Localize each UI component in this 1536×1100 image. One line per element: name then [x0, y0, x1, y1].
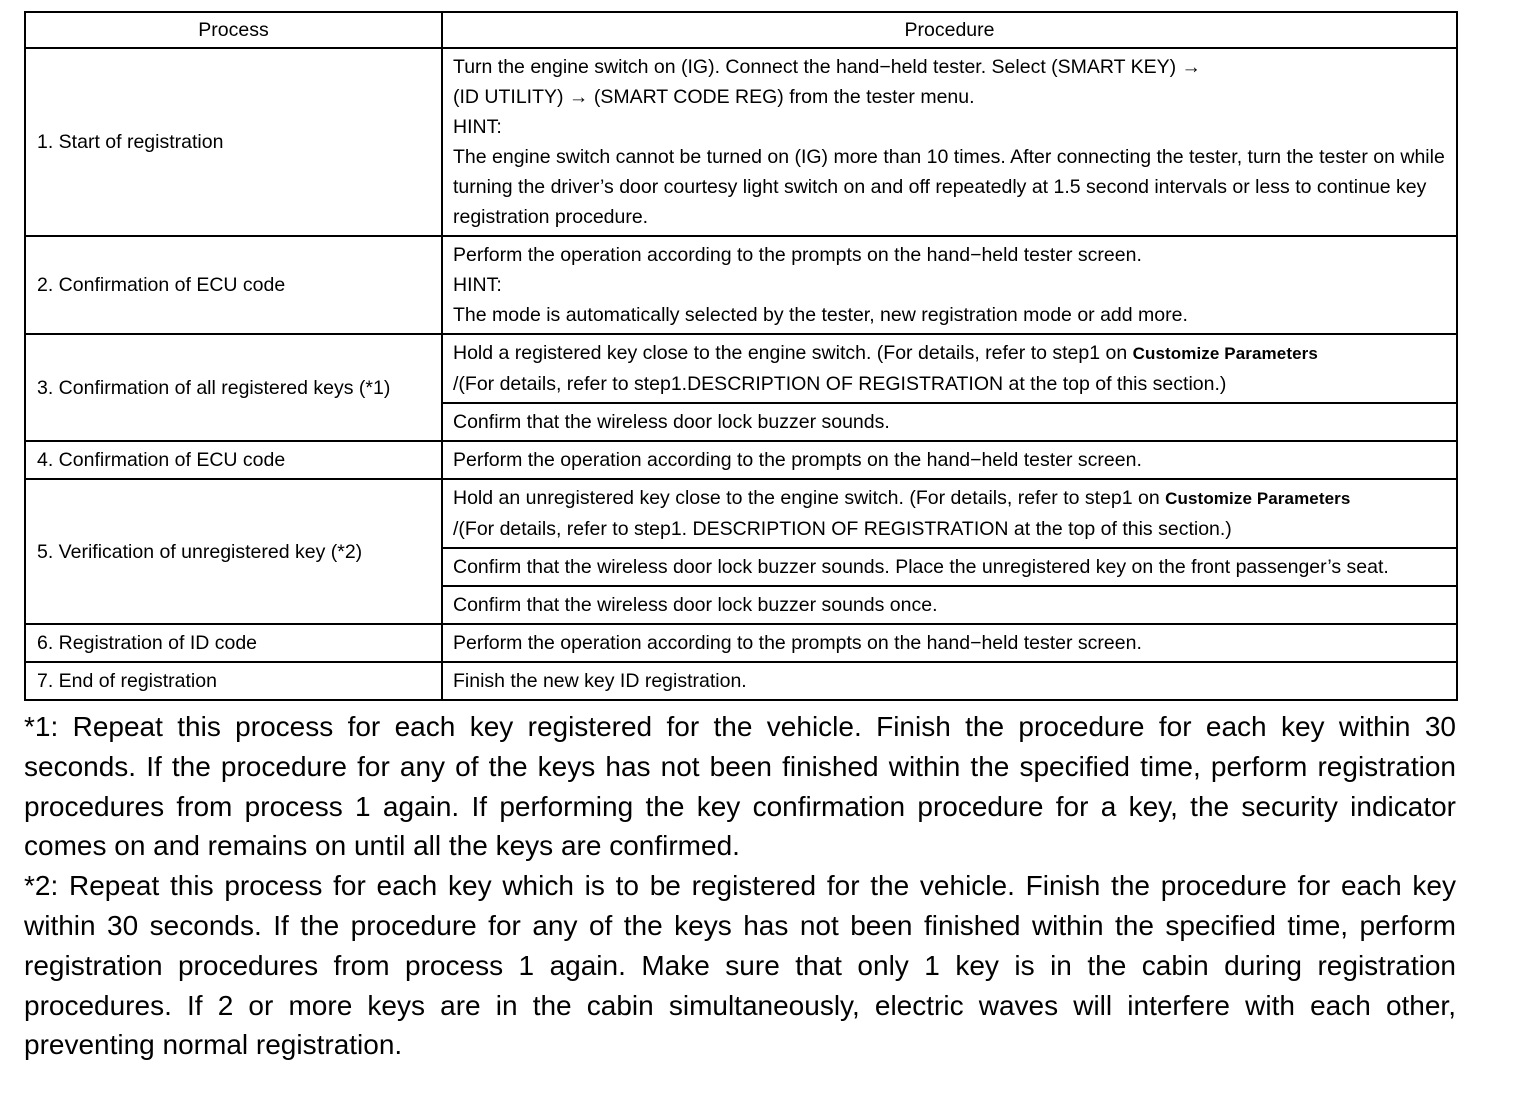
- registration-procedure-table: [24, 11, 1458, 701]
- hint-label: HINT:: [453, 116, 502, 138]
- procedure-cell: [442, 548, 1457, 586]
- process-cell: 5. Verification of unregistered key (*2): [25, 479, 442, 624]
- process-cell: 1. Start of registration: [25, 48, 442, 236]
- process-cell: 4. Confirmation of ECU code: [25, 441, 442, 479]
- process-cell: 3. Confirmation of all registered keys (*1): [25, 334, 442, 441]
- procedure-line: [453, 338, 1452, 369]
- hint-text: The mode is automatically selected by the tester, new registration mode or add more.: [453, 304, 1188, 326]
- footnotes: [24, 707, 1456, 1065]
- procedure-line: Confirm that the wireless door lock buzzer sounds.: [453, 411, 890, 433]
- procedure-line: Perform the operation according to the prompts on the hand−held tester screen.: [453, 244, 1142, 266]
- procedure-line: Turn the engine switch on (IG). Connect the hand−held tester. Select (SMART KEY) →: [453, 56, 1202, 78]
- hint-text: The engine switch cannot be turned on (IG) more than 10 times. After connecting the tester, turn the tester on while turning the driver’s door courtesy light switch on and off repeatedly at 1.5 second intervals or less to continue key registration procedure.: [453, 146, 1445, 228]
- procedure-line: Perform the operation according to the prompts on the hand−held tester screen.: [453, 449, 1142, 471]
- table-row: [25, 48, 1457, 236]
- table-row: [25, 624, 1457, 662]
- procedure-cell: [442, 479, 1457, 548]
- table-row: [25, 479, 1457, 548]
- process-cell: 7. End of registration: [25, 662, 442, 700]
- table-row: [25, 236, 1457, 334]
- procedure-cell: [442, 441, 1457, 479]
- procedure-cell: [442, 48, 1457, 236]
- procedure-line: (ID UTILITY) → (SMART CODE REG) from the tester menu.: [453, 86, 975, 108]
- procedure-line: Confirm that the wireless door lock buzzer sounds once.: [453, 594, 938, 616]
- footnote-2: *2: Repeat this process for each key which is to be registered for the vehicle. Finish the procedure for each key within 30 seconds. If the procedure for any of the keys has not been finished within the specified time, perform registration procedures from process 1 again. Make sure that only 1 key is in the cabin during registration procedures. If 2 or more keys are in the cabin simultaneously, electric waves will interfere with each other, preventing normal registration.: [24, 870, 1456, 1061]
- header-process: Process: [25, 12, 442, 48]
- table-row: [25, 334, 1457, 403]
- process-cell: 6. Registration of ID code: [25, 624, 442, 662]
- procedure-line: /(For details, refer to step1. DESCRIPTION OF REGISTRATION at the top of this section.): [453, 518, 1232, 540]
- table-header-row: [25, 12, 1457, 48]
- procedure-text: Hold a registered key close to the engine switch. (For details, refer to step1 on: [453, 342, 1133, 364]
- procedure-cell: [442, 586, 1457, 624]
- procedure-line: Perform the operation according to the prompts on the hand−held tester screen.: [453, 632, 1142, 654]
- footnote-1: *1: Repeat this process for each key registered for the vehicle. Finish the procedure for each key within 30 seconds. If the procedure for any of the keys has not been finished within the specified time, perform registration procedures from process 1 again. If performing the key confirmation procedure for a key, the security indicator comes on and remains on until all the keys are confirmed.: [24, 711, 1456, 862]
- procedure-cell: [442, 334, 1457, 403]
- table-row: [25, 441, 1457, 479]
- procedure-line: Finish the new key ID registration.: [453, 670, 747, 692]
- procedure-text: Hold an unregistered key close to the engine switch. (For details, refer to step1 on: [453, 487, 1166, 509]
- document-page: [24, 11, 1456, 1065]
- procedure-cell: [442, 662, 1457, 700]
- procedure-cell: [442, 236, 1457, 334]
- table-row: [25, 662, 1457, 700]
- procedure-cell: [442, 403, 1457, 441]
- procedure-text: Confirm that the wireless door lock buzzer sounds. Place the unregistered key on the front passenger’s seat.: [453, 556, 1389, 578]
- customize-parameters-link[interactable]: Customize Parameters: [1132, 344, 1318, 363]
- header-procedure: Procedure: [442, 12, 1457, 48]
- procedure-cell: [442, 624, 1457, 662]
- process-cell: 2. Confirmation of ECU code: [25, 236, 442, 334]
- procedure-line: /(For details, refer to step1.DESCRIPTION OF REGISTRATION at the top of this section.): [453, 373, 1227, 395]
- hint-label: HINT:: [453, 274, 502, 296]
- procedure-line: [453, 483, 1452, 514]
- customize-parameters-link[interactable]: Customize Parameters: [1165, 489, 1351, 508]
